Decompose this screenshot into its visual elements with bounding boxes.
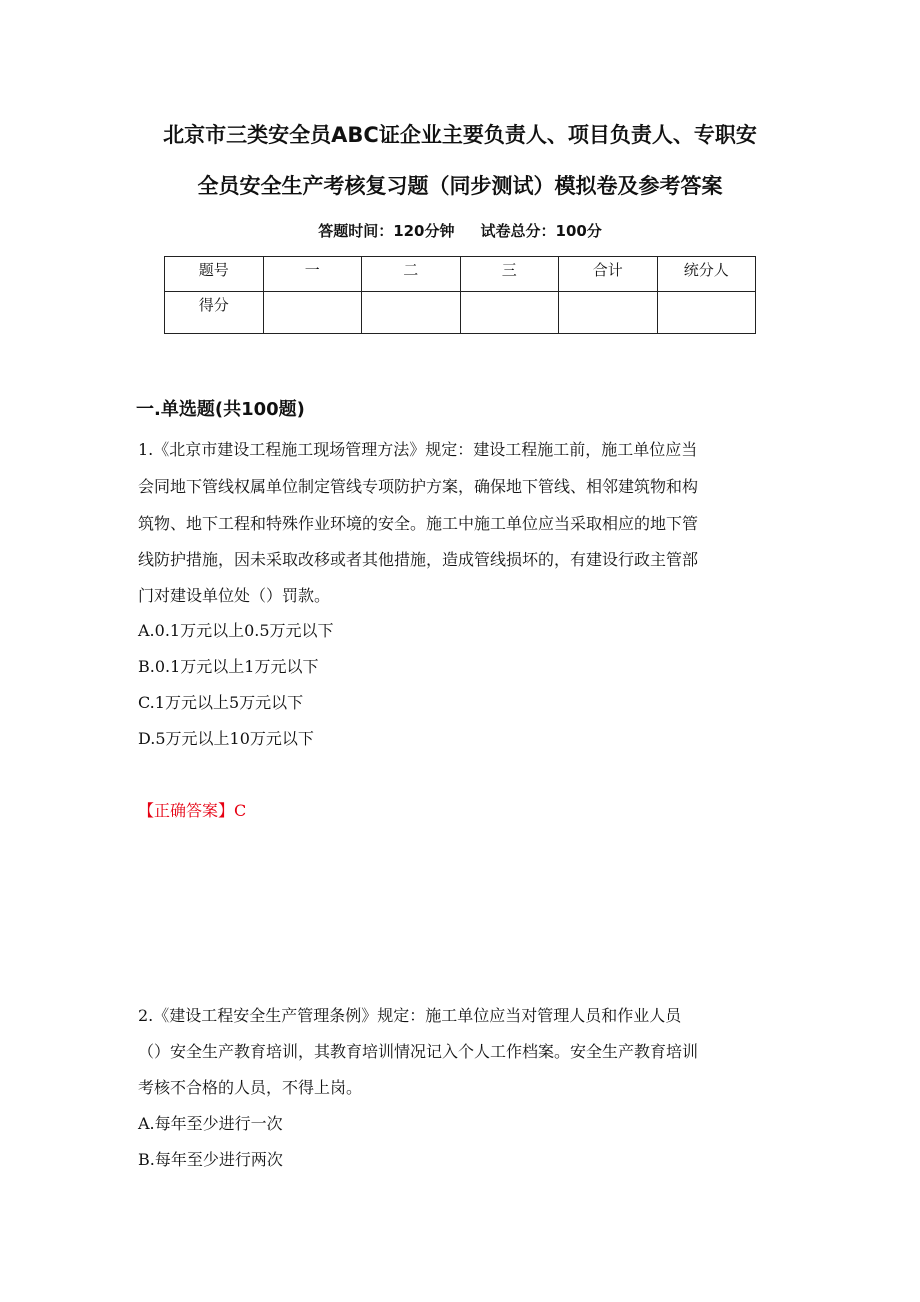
score-blank-cell — [657, 292, 756, 334]
question-1-option-a: A.0.1万元以上0.5万元以下 — [138, 621, 334, 640]
score-header-cell: 三 — [460, 257, 559, 292]
question-1-text-line: 门对建设单位处（）罚款。 — [138, 586, 331, 605]
score-blank-cell — [362, 292, 461, 334]
question-1-text-line: 线防护措施，因未采取改移或者其他措施，造成管线损坏的，有建设行政主管部 — [138, 550, 699, 569]
question-2-text-line: 2.《建设工程安全生产管理条例》规定：施工单位应当对管理人员和作业人员 — [138, 1006, 682, 1025]
exam-meta — [0, 219, 920, 243]
exam-total-score: 试卷总分：100分 — [480, 222, 602, 240]
score-table-header-row — [165, 257, 756, 292]
question-2-option-b: B.每年至少进行两次 — [138, 1150, 283, 1169]
score-blank-cell — [559, 292, 658, 334]
question-2-text-line: （）安全生产教育培训，其教育培训情况记入个人工作档案。安全生产教育培训 — [138, 1042, 699, 1061]
score-table-score-row — [165, 292, 756, 334]
score-header-cell: 一 — [263, 257, 362, 292]
doc-title-line-2: 全员安全生产考核复习题（同步测试）模拟卷及参考答案 — [197, 174, 723, 198]
question-1-text-line: 筑物、地下工程和特殊作业环境的安全。施工中施工单位应当采取相应的地下管 — [138, 514, 699, 533]
question-1-option-b: B.0.1万元以上1万元以下 — [138, 657, 319, 676]
score-header-cell: 二 — [362, 257, 461, 292]
score-blank-cell — [460, 292, 559, 334]
question-1-text-line: 会同地下管线权属单位制定管线专项防护方案，确保地下管线、相邻建筑物和构 — [138, 477, 699, 496]
question-1-text-line: 1.《北京市建设工程施工现场管理方法》规定：建设工程施工前，施工单位应当 — [138, 440, 698, 459]
score-table — [164, 256, 756, 334]
exam-time: 答题时间：120分钟 — [318, 222, 455, 240]
section-title: 一.单选题(共100题) — [136, 399, 305, 420]
question-2-option-a: A.每年至少进行一次 — [138, 1114, 283, 1133]
score-row-label: 得分 — [165, 292, 264, 334]
question-2-text-line: 考核不合格的人员，不得上岗。 — [138, 1078, 363, 1097]
question-1-answer: 【正确答案】C — [138, 801, 247, 820]
doc-title-line-1: 北京市三类安全员ABC证企业主要负责人、项目负责人、专职安 — [163, 123, 757, 147]
score-header-cell: 合计 — [559, 257, 658, 292]
score-blank-cell — [263, 292, 362, 334]
score-header-cell: 题号 — [165, 257, 264, 292]
question-1-option-c: C.1万元以上5万元以下 — [138, 693, 304, 712]
question-1-option-d: D.5万元以上10万元以下 — [138, 729, 314, 748]
score-header-cell: 统分人 — [657, 257, 756, 292]
